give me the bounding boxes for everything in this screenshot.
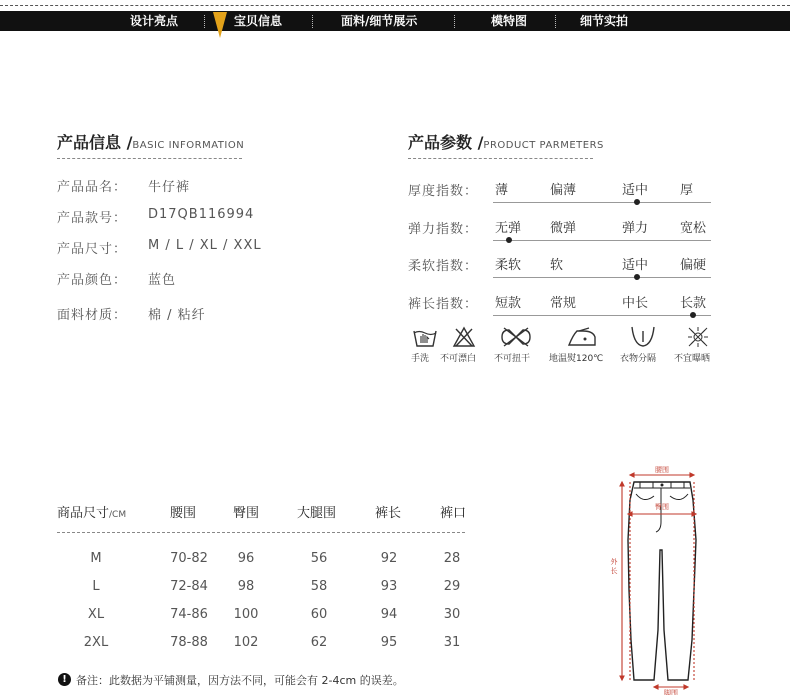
- param-label: 裤长指数：: [408, 297, 479, 312]
- product-params-heading: [408, 130, 604, 153]
- measure-cell: 100: [233, 607, 259, 622]
- warning-icon: !: [58, 673, 71, 686]
- measure-cell: 78-88: [170, 635, 208, 650]
- size-cell: XL: [87, 607, 105, 622]
- column-hem: 裤口: [440, 506, 467, 521]
- param-option: 适中: [622, 183, 649, 198]
- nav-separator: [204, 15, 205, 28]
- top-nav: [0, 0, 790, 33]
- param-selected-dot: [690, 312, 696, 318]
- nav-item-details[interactable]: 细节实拍: [580, 14, 629, 28]
- param-option: 中长: [622, 296, 649, 311]
- basic-info-title: 产品信息 /: [57, 133, 133, 152]
- size-cell: M: [90, 551, 102, 566]
- hand-wash-icon: [412, 325, 438, 353]
- size-header-label: 商品尺寸: [57, 506, 110, 521]
- measure-cell: 94: [380, 607, 398, 622]
- nav-dashed-line: [0, 5, 790, 6]
- param-option: 无弹: [495, 221, 522, 236]
- measure-cell: 72-84: [170, 579, 208, 594]
- param-option: 弹力: [622, 221, 649, 236]
- param-option: 宽松: [680, 221, 707, 236]
- info-label: 产品款号：: [57, 211, 128, 226]
- basic-info-subtitle: BASIC INFORMATION: [132, 140, 245, 151]
- measure-cell: 70-82: [170, 551, 208, 566]
- size-cell: L: [92, 579, 100, 594]
- divider: [57, 532, 465, 533]
- hip-label: 臀围: [655, 503, 669, 511]
- param-selected-dot: [634, 199, 640, 205]
- measure-cell: 30: [443, 607, 461, 622]
- care-label: 地温熨120℃: [549, 354, 604, 364]
- param-selected-dot: [506, 237, 512, 243]
- column-length: 裤长: [375, 506, 402, 521]
- nav-item-fabric[interactable]: 面料/细节展示: [341, 14, 418, 28]
- no-wring-icon: [496, 325, 536, 353]
- size-cell: 2XL: [83, 635, 109, 650]
- info-label: 面料材质：: [57, 308, 128, 323]
- divider: [57, 158, 242, 159]
- nav-separator: [312, 15, 313, 28]
- divider: [408, 158, 593, 159]
- param-option: 薄: [495, 183, 509, 198]
- info-value-sizes: M / L / XL / XXL: [148, 238, 262, 253]
- info-label: 产品尺寸：: [57, 242, 128, 257]
- param-option: 软: [550, 258, 564, 273]
- info-value-material: 棉 / 粘纤: [148, 308, 206, 323]
- param-scale-line: [493, 315, 711, 316]
- param-label: 厚度指数：: [408, 184, 479, 199]
- care-label: 手洗: [411, 354, 430, 364]
- param-option: 偏薄: [550, 183, 577, 198]
- product-params-title: 产品参数 /: [408, 133, 484, 152]
- param-option: 微弹: [550, 221, 577, 236]
- care-label: 不可漂白: [440, 354, 477, 364]
- param-option: 适中: [622, 258, 649, 273]
- hem-label: 脚围: [664, 689, 678, 695]
- care-label: 衣物分隔: [620, 354, 657, 364]
- product-params-subtitle: PRODUCT PARMETERS: [483, 140, 604, 151]
- param-scale-line: [493, 277, 711, 278]
- param-option: 长款: [680, 296, 707, 311]
- care-label: 不宜曝晒: [674, 354, 711, 364]
- measure-cell: 92: [380, 551, 398, 566]
- param-option: 厚: [680, 183, 694, 198]
- measurement-note: 备注：此数据为平铺测量，因方法不同，可能会有 2-4cm 的误差。: [76, 674, 404, 687]
- measure-cell: 62: [310, 635, 328, 650]
- care-label: 不可扭干: [494, 354, 531, 364]
- info-label: 产品品名：: [57, 180, 128, 195]
- param-option: 常规: [550, 296, 577, 311]
- measure-cell: 29: [443, 579, 461, 594]
- waist-label: 腰围: [655, 466, 669, 474]
- basic-info-heading: [57, 130, 244, 153]
- param-option: 偏硬: [680, 258, 707, 273]
- size-header-unit: /CM: [109, 510, 127, 520]
- nav-item-info[interactable]: 宝贝信息: [234, 14, 283, 28]
- nav-separator: [454, 15, 455, 28]
- info-label: 产品颜色：: [57, 273, 128, 288]
- nav-bar: [0, 11, 790, 31]
- measure-cell: 58: [310, 579, 328, 594]
- measure-cell: 60: [310, 607, 328, 622]
- measure-cell: 56: [310, 551, 328, 566]
- nav-item-model[interactable]: 模特图: [491, 14, 528, 28]
- param-option: 短款: [495, 296, 522, 311]
- pants-diagram: [598, 460, 728, 699]
- param-scale-line: [493, 240, 711, 241]
- column-thigh: 大腿围: [297, 506, 337, 521]
- nav-item-design[interactable]: 设计亮点: [130, 14, 179, 28]
- info-value-style-no: D17QB116994: [148, 207, 255, 222]
- param-label: 柔软指数：: [408, 259, 479, 274]
- param-label: 弹力指数：: [408, 222, 479, 237]
- no-bleach-icon: [452, 325, 476, 353]
- length-label: 外长: [610, 558, 618, 575]
- column-waist: 腰围: [170, 506, 197, 521]
- info-value-name: 牛仔裤: [148, 180, 191, 195]
- wash-separately-icon: [628, 325, 658, 353]
- param-selected-dot: [634, 274, 640, 280]
- param-scale-line: [493, 202, 711, 203]
- measure-cell: 96: [237, 551, 255, 566]
- measure-cell: 98: [237, 579, 255, 594]
- nav-active-arrow-icon: [213, 12, 227, 38]
- no-sun-dry-icon: [686, 325, 710, 353]
- measure-cell: 31: [443, 635, 461, 650]
- iron-icon: [565, 325, 601, 353]
- param-option: 柔软: [495, 258, 522, 273]
- measure-cell: 74-86: [170, 607, 208, 622]
- nav-separator: [555, 15, 556, 28]
- measure-cell: 95: [380, 635, 398, 650]
- size-table-header: [57, 502, 126, 521]
- column-hip: 臀围: [233, 506, 260, 521]
- measure-cell: 93: [380, 579, 398, 594]
- info-value-color: 蓝色: [148, 273, 177, 288]
- measure-cell: 102: [233, 635, 259, 650]
- measure-cell: 28: [443, 551, 461, 566]
